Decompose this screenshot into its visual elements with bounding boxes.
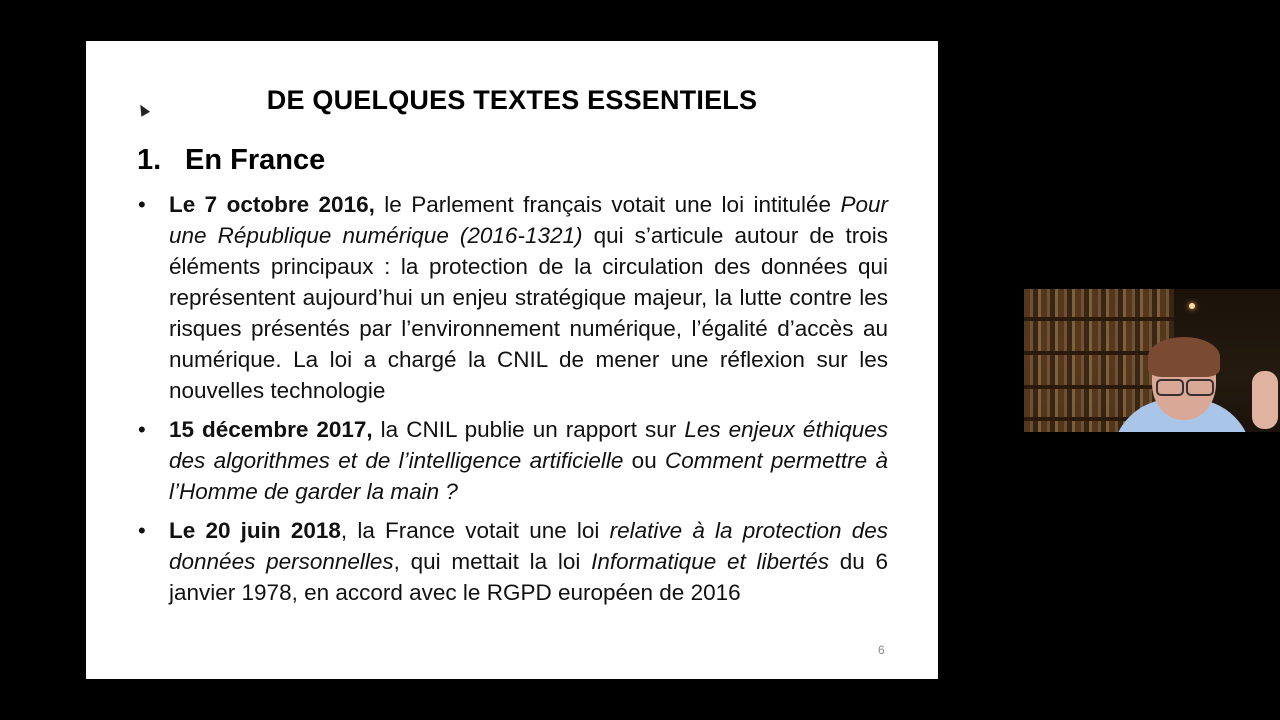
section-number: 1. (137, 144, 162, 176)
bullet-text-segment: Informatique et libertés (591, 549, 829, 574)
webcam-video-thumbnail[interactable] (1024, 289, 1280, 432)
bullet-text-segment: Pour une République numérique (2016-1321) (169, 192, 888, 248)
bullet-text-segment: le Parlement français votait une loi intitulée (374, 192, 841, 217)
section-heading (137, 144, 325, 177)
bullet-text-segment: relative à la protection des données personnelles (169, 518, 888, 574)
bullet-text-segment: Le 20 juin 2018 (169, 518, 341, 543)
bullet-text-segment: , qui mettait la loi (393, 549, 592, 574)
bullet-text-segment: la CNIL publie un rapport sur (372, 417, 685, 442)
glasses (1154, 379, 1214, 393)
bullet-dot-icon: • (138, 518, 146, 543)
presentation-slide (86, 41, 938, 679)
bullet-text-segment: Les enjeux éthiques des algorithmes et de l’intelligence artificielle (169, 417, 888, 473)
shelf-divider (1024, 317, 1174, 321)
bullet-text-segment: Le 7 octobre 2016, (169, 192, 375, 217)
bullet-item (138, 515, 888, 608)
speaker-hair (1148, 337, 1220, 377)
bullet-item (138, 189, 888, 406)
bullet-text-segment: qui s’articule autour de trois éléments principaux : la protection de la circulation des données qui représentent aujourd’hui un enjeu stratégique majeur, la lutte contre les risques présentés par l’environnement numérique, l’égalité d’accès au numérique. La loi a chargé la CNIL de mener une réflexion sur les nouvelles technologie (169, 223, 888, 403)
slide-title: DE QUELQUES TEXTES ESSENTIELS (266, 85, 758, 115)
bullet-item (138, 414, 888, 507)
bullet-text-segment: Comment permettre à l’Homme de garder la main ? (169, 448, 889, 504)
bullet-text-segment: du 6 janvier 1978, en accord avec le RGPD européen de 2016 (169, 549, 889, 605)
lamp-light (1189, 303, 1195, 309)
bullet-text-segment: , la France votait une loi (340, 518, 610, 543)
speaker-hand (1252, 371, 1278, 429)
bullet-text-segment: ou (623, 448, 666, 473)
bullet-text-segment: 15 décembre 2017, (169, 417, 373, 442)
bullet-dot-icon: • (138, 417, 146, 442)
bullet-list (138, 189, 888, 616)
section-title: En France (185, 144, 326, 176)
page-number: 6 (878, 643, 885, 657)
bullet-dot-icon: • (138, 192, 146, 217)
